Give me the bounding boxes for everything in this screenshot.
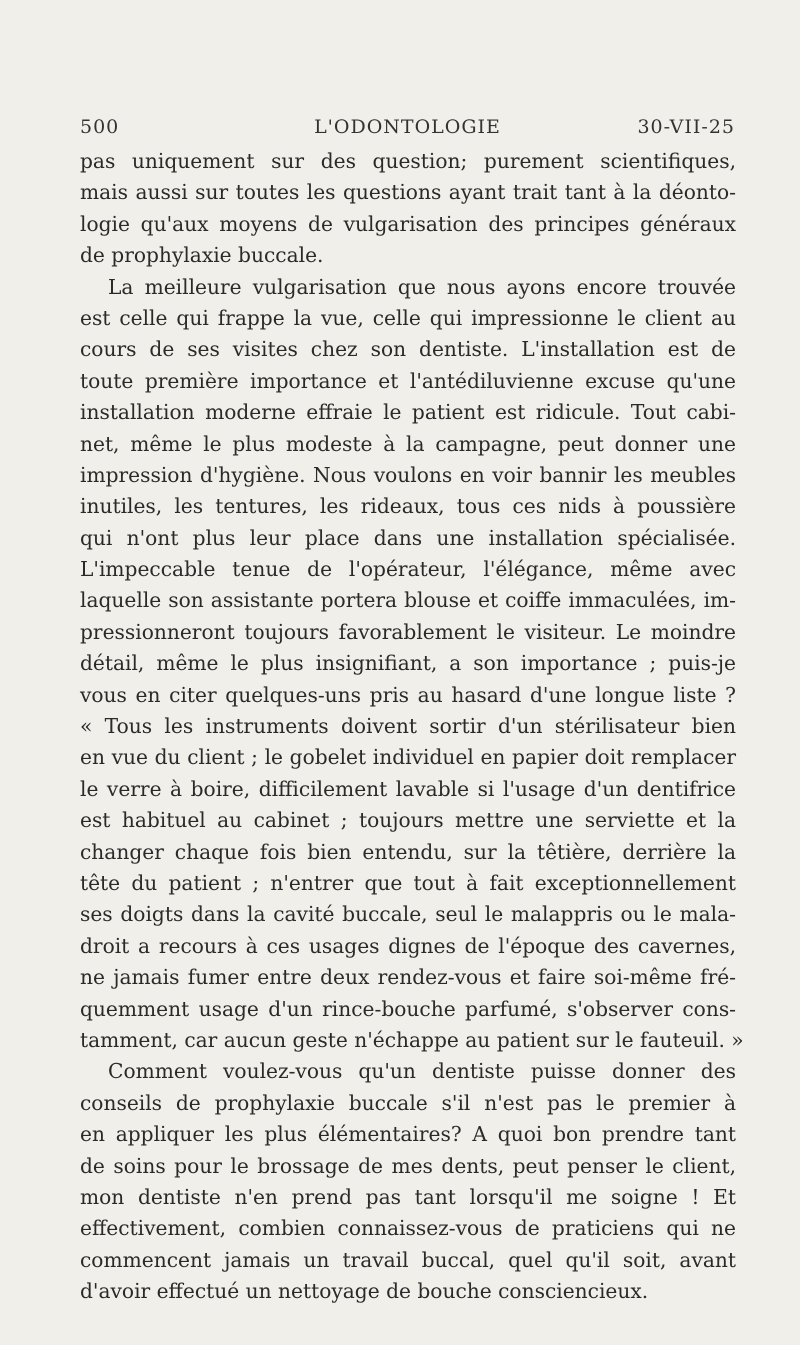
text-line: vous en citer quelques-uns pris au hasard d'une longue liste ? (80, 682, 736, 707)
text-line: La meilleure vulgarisation que nous ayons encore trouvée (108, 274, 736, 299)
text-line: changer chaque fois bien entendu, sur la têtière, derrière la (80, 839, 736, 864)
text-line: quemment usage d'un rince-bouche parfumé, s'observer cons- (80, 996, 736, 1021)
text-line: ne jamais fumer entre deux rendez-vous et faire soi-même fré- (80, 965, 736, 990)
text-line: mon dentiste n'en prend pas tant lorsqu'il me soigne ! Et (80, 1184, 736, 1209)
text-line: est celle qui frappe la vue, celle qui impressionne le client au (80, 305, 736, 330)
text-line: détail, même le plus insignifiant, a son importance ; puis-je (80, 651, 736, 676)
text-line: installation moderne effraie le patient est ridicule. Tout cabi- (80, 400, 736, 425)
text-line: mais aussi sur toutes les questions ayant trait tant à la déonto- (80, 180, 736, 205)
text-line: « Tous les instruments doivent sortir d'un stérilisateur bien (80, 714, 736, 739)
text-line: effectivement, combien connaissez-vous de praticiens qui ne (80, 1216, 736, 1241)
text-line: d'avoir effectué un nettoyage de bouche consciencieux. (80, 1279, 649, 1304)
text-line: laquelle son assistante portera blouse et coiffe immaculées, im- (80, 588, 736, 613)
text-line: impression d'hygiène. Nous voulons en voir bannir les meubles (80, 462, 736, 487)
text-line: de prophylaxie buccale. (80, 243, 324, 268)
text-line: en appliquer les plus élémentaires? A quoi bon prendre tant (80, 1122, 736, 1147)
text-line: cours de ses visites chez son dentiste. L'installation est de (80, 337, 736, 362)
paragraph (80, 272, 744, 1057)
paragraph (80, 1056, 736, 1307)
text-line: inutiles, les tentures, les rideaux, tous ces nids à poussière (80, 494, 736, 519)
text-line: Comment voulez-vous qu'un dentiste puisse donner des (108, 1059, 736, 1084)
page-body-text (80, 146, 744, 1307)
page-number: 500 (80, 116, 120, 138)
text-line: logie qu'aux moyens de vulgarisation des principes généraux (80, 211, 736, 236)
text-line: tête du patient ; n'entrer que tout à fait exceptionnellement (80, 870, 736, 895)
text-line: ses doigts dans la cavité buccale, seul le malappris ou le mala- (80, 902, 736, 927)
text-line: L'impeccable tenue de l'opérateur, l'élégance, même avec (80, 557, 736, 582)
text-line: qui n'ont plus leur place dans une installation spécialisée. (80, 525, 736, 550)
text-line: conseils de prophylaxie buccale s'il n'est pas le premier à (80, 1090, 736, 1115)
paragraph (80, 146, 736, 272)
text-line: pressionneront toujours favorablement le visiteur. Le moindre (80, 619, 736, 644)
text-line: est habituel au cabinet ; toujours mettre une serviette et la (80, 808, 736, 833)
journal-title: L'ODONTOLOGIE (314, 116, 501, 138)
text-line: commencent jamais un travail buccal, quel qu'il soit, avant (80, 1247, 736, 1272)
text-line: en vue du client ; le gobelet individuel en papier doit remplacer (80, 745, 736, 770)
issue-date: 30-VII-25 (637, 116, 735, 138)
text-line: pas uniquement sur des question; purement scientifiques, (80, 149, 736, 173)
text-line: tamment, car aucun geste n'échappe au patient sur le fauteuil. » (80, 1027, 744, 1052)
text-line: le verre à boire, difficilement lavable si l'usage d'un dentifrice (80, 776, 736, 801)
text-line: net, même le plus modeste à la campagne, peut donner une (80, 431, 736, 456)
text-line: de soins pour le brossage de mes dents, peut penser le client, (80, 1153, 736, 1178)
text-line: toute première importance et l'antédiluvienne excuse qu'une (80, 368, 736, 393)
text-line: droit a recours à ces usages dignes de l'époque des cavernes, (80, 933, 736, 958)
